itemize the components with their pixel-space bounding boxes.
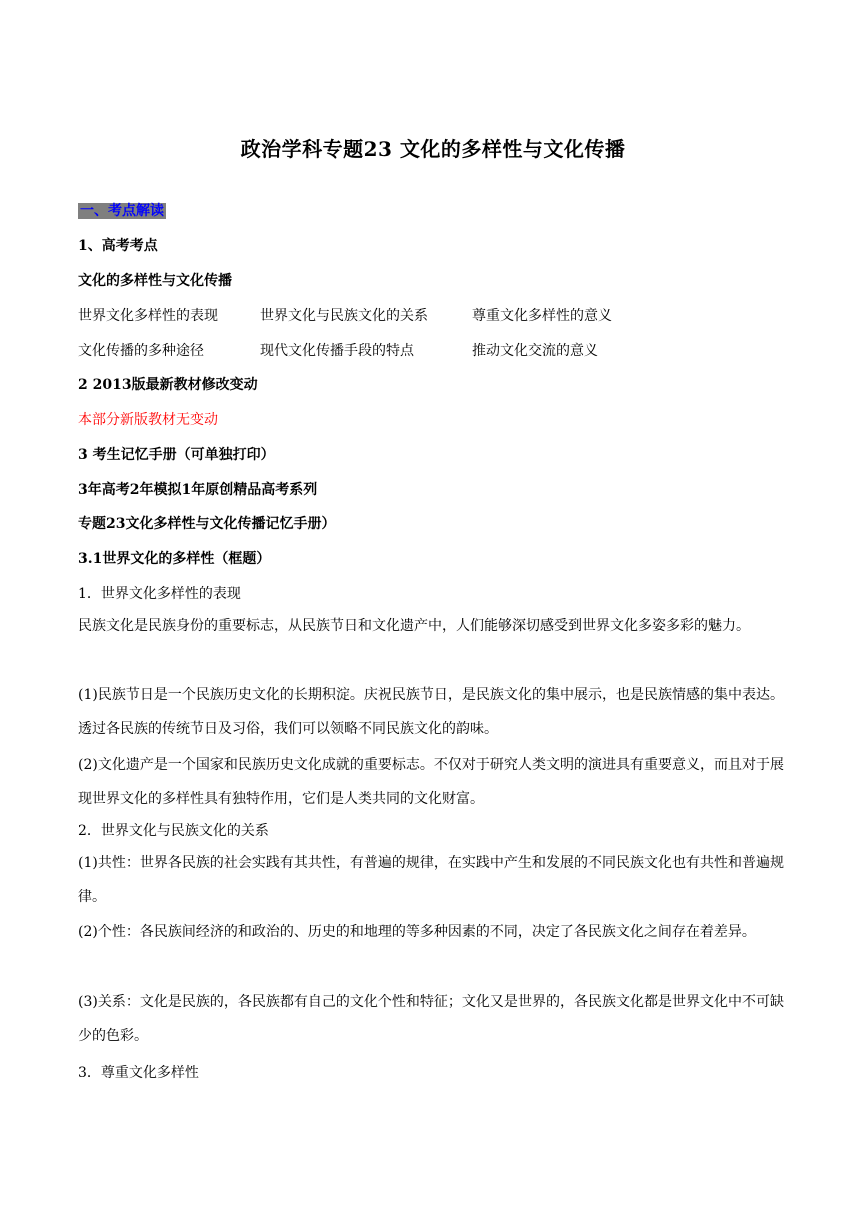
- topic-item: 推动文化交流的意义: [472, 343, 598, 359]
- section-heading: [78, 201, 166, 221]
- topic-item: 世界文化与民族文化的关系: [260, 308, 428, 324]
- exam-points-heading: 1、高考考点: [78, 238, 158, 254]
- topic-item: 世界文化多样性的表现: [78, 308, 218, 324]
- point-title: 1．世界文化多样性的表现: [78, 586, 241, 602]
- paragraph: (2)文化遗产是一个国家和民族历史文化成就的重要标志。不仅对于研究人类文明的演进具有重要意义，而且对于展现世界文化的多样性具有独特作用，它们是人类共同的文化财富。: [78, 757, 784, 807]
- paragraph: (3)关系：文化是民族的，各民族都有自己的文化个性和特征；文化又是世界的，各民族文化都是世界文化中不可缺少的色彩。: [78, 994, 784, 1044]
- topic-item: 现代文化传播手段的特点: [260, 343, 414, 359]
- topic-item: 文化传播的多种途径: [78, 343, 204, 359]
- series-title: 3年高考2年模拟1年原创精品高考系列: [78, 482, 318, 498]
- paragraph: (2)个性：各民族间经济的和政治的、历史的和地理的等多种因素的不同，决定了各民族文化之间存在着差异。: [78, 924, 756, 940]
- textbook-change-heading: 2 2013版最新教材修改变动: [78, 377, 258, 393]
- paragraph: (1)共性：世界各民族的社会实践有其共性，有普遍的规律，在实践中产生和发展的不同民族文化也有共性和普遍规律。: [78, 855, 784, 905]
- point-title: 2．世界文化与民族文化的关系: [78, 823, 269, 839]
- document-title: 政治学科专题23 文化的多样性与文化传播: [240, 137, 626, 161]
- memory-handbook-heading: 3 考生记忆手册（可单独打印）: [78, 447, 275, 463]
- topic-heading: 文化的多样性与文化传播: [78, 273, 232, 289]
- topic-item: 尊重文化多样性的意义: [472, 308, 612, 324]
- subsection-heading: 3.1世界文化的多样性（框题）: [78, 551, 271, 567]
- textbook-change-note: 本部分新版教材无变动: [78, 412, 218, 428]
- section-heading-text: 一、考点解读: [80, 203, 164, 219]
- handbook-title: 专题23文化多样性与文化传播记忆手册）: [78, 516, 336, 532]
- paragraph: (1)民族节日是一个民族历史文化的长期积淀。庆祝民族节日，是民族文化的集中展示，也是民族情感的集中表达。透过各民族的传统节日及习俗，我们可以领略不同民族文化的韵味。: [78, 687, 784, 737]
- paragraph: 民族文化是民族身份的重要标志，从民族节日和文化遗产中，人们能够深切感受到世界文化多姿多彩的魅力。: [78, 618, 750, 634]
- point-title: 3．尊重文化多样性: [78, 1065, 199, 1081]
